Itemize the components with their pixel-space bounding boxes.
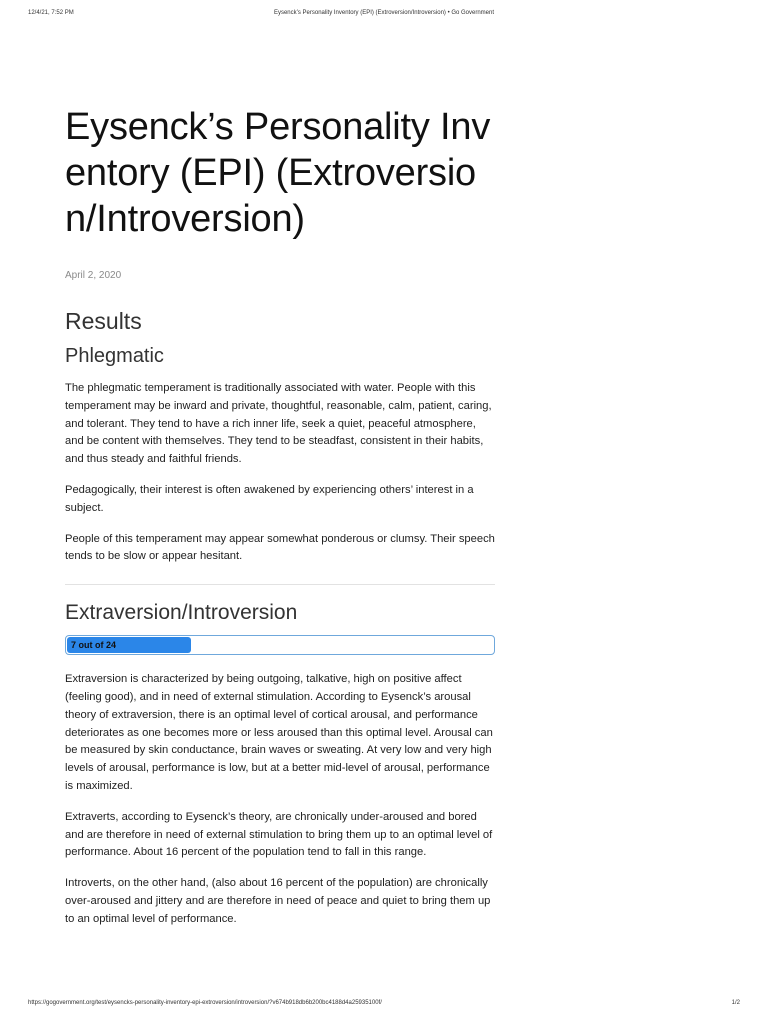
extraversion-paragraph: Introverts, on the other hand, (also about 16 percent of the population) are chronically over-aroused and jittery and are therefore in need of peace and quiet to bring them up to an optimal level of performance. (65, 877, 491, 925)
temperament-paragraph: The phlegmatic temperament is traditionally associated with water. People with this temperament may be inward and private, thoughtful, reasonable, calm, patient, caring, and tolerant. They tend to have a rich inner life, seek a quiet, peaceful atmosphere, and be content with themselves. They tend to be steadfast, consistent in their habits, and thus steady and faithful friends. (65, 382, 492, 466)
post-date: April 2, 2020 (65, 270, 122, 281)
print-url: https://gogovernment.org/test/eysencks-personality-inventory-epi-extroversion/introversion/?v674b918db6b200bc4188d4a25935100f/ (28, 1000, 382, 1006)
print-date: 12/4/21, 7:52 PM (28, 10, 74, 16)
temperament-heading: Phlegmatic (65, 345, 164, 367)
score-progress-bar (65, 635, 495, 655)
results-heading: Results (65, 308, 142, 334)
score-label: 7 out of 24 (71, 640, 117, 651)
extraversion-paragraph: Extraverts, according to Eysenck’s theory, are chronically under-aroused and bored and are therefore in need of external stimulation to bring them up to an optimal level of performance. About 16 percent of the population tend to fall in this range. (65, 810, 493, 859)
article (65, 104, 495, 929)
extraversion-heading: Extraversion/Introversion (65, 601, 298, 625)
print-footer (28, 1000, 740, 1012)
print-header (28, 10, 740, 22)
temperament-paragraph: People of this temperament may appear somewhat ponderous or clumsy. Their speech tends to be slow or appear hesitant. (65, 532, 495, 563)
page-number: 1/2 (731, 1000, 740, 1006)
section-divider (65, 584, 495, 585)
temperament-paragraph: Pedagogically, their interest is often awakened by experiencing others’ interest in a subject. (65, 483, 474, 514)
article-title: Eysenck’s Personality Inventory (EPI) (Extroversion/Introversion) (65, 106, 491, 240)
extraversion-paragraph: Extraversion is characterized by being outgoing, talkative, high on positive affect (feeling good), and in need of external stimulation. According to Eysenck’s arousal theory of extraversion, there is an optimal level of cortical arousal, and performance deteriorates as one becomes more or less aroused than this optimal level. Arousal can be measured by skin conductance, brain waves or sweating. At very low and very high levels of arousal, performance is low, but at a better mid-level of arousal, performance is maximized. (65, 673, 493, 792)
print-doc-title: Eysenck’s Personality Inventory (EPI) (Extroversion/Introversion) • Go Government (273, 10, 495, 16)
